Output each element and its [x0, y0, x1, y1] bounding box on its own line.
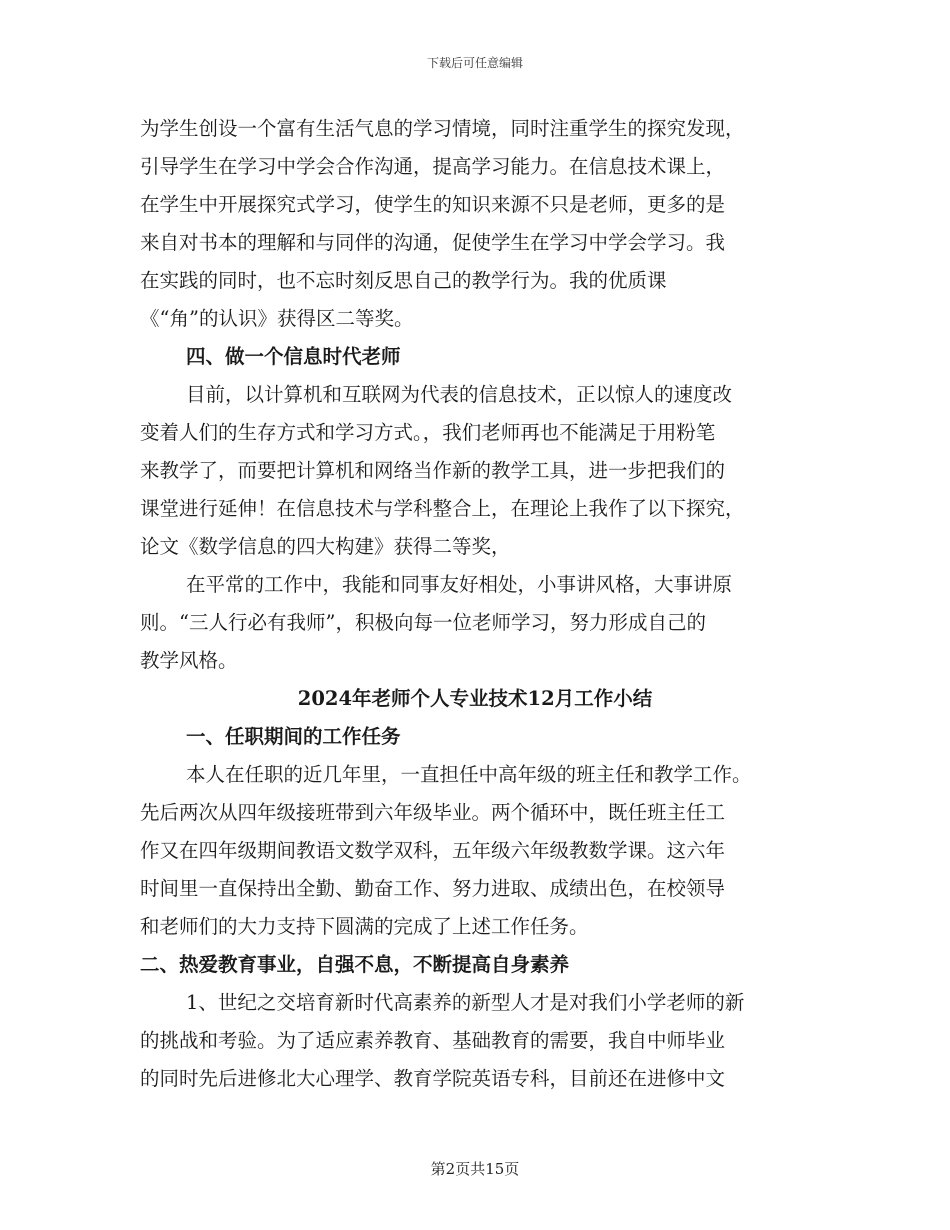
body-line: 的挑战和考验。为了适应素养教育、基础教育的需要，我自中师毕业	[140, 1029, 726, 1052]
paragraph-start: 本人在任职的近几年里，一直担任中高年级的班主任和教学工作。	[186, 763, 752, 786]
body-line: 时间里一直保持出全勤、勤奋工作、努力进取、成绩出色，在校领导	[140, 877, 726, 900]
body-line: 先后两次从四年级接班带到六年级毕业。两个循环中，既任班主任工	[140, 801, 726, 824]
section-heading: 一、任职期间的工作任务	[186, 725, 401, 748]
section-heading: 四、做一个信息时代老师	[186, 345, 401, 368]
paragraph-start: 目前，以计算机和互联网为代表的信息技术，正以惊人的速度改	[186, 383, 733, 406]
page-footer: 第2页共15页	[430, 1160, 520, 1178]
body-line: 则。“三人行必有我师”，积极向每一位老师学习，努力形成自己的	[140, 611, 706, 634]
section-heading: 二、热爱教育事业，自强不息，不断提高自身素养	[140, 953, 570, 976]
body-line: 教学风格。	[140, 649, 238, 672]
body-line: 《“角”的认识》获得区二等奖。	[140, 307, 414, 330]
body-line: 为学生创设一个富有生活气息的学习情境，同时注重学生的探究发现，	[140, 117, 745, 140]
body-line: 作又在四年级期间教语文数学双科，五年级六年级教数学课。这六年	[140, 839, 726, 862]
body-line: 引导学生在学习中学会合作沟通，提高学习能力。在信息技术课上，	[140, 155, 726, 178]
body-line: 和老师们的大力支持下圆满的完成了上述工作任务。	[140, 915, 589, 938]
paragraph-start: 在平常的工作中，我能和同事友好相处，小事讲风格，大事讲原	[186, 573, 733, 596]
body-line: 来教学了，而要把计算机和网络当作新的教学工具，进一步把我们的	[140, 459, 726, 482]
body-line: 的同时先后进修北大心理学、教育学院英语专科，目前还在进修中文	[140, 1067, 726, 1090]
body-line: 变着人们的生存方式和学习方式。，我们老师再也不能满足于用粉笔	[140, 421, 716, 444]
body-line: 在实践的同时，也不忘时刻反思自己的教学行为。我的优质课	[140, 269, 667, 292]
document-body	[140, 110, 810, 1098]
paragraph-start: 1、世纪之交培育新时代高素养的新型人才是对我们小学老师的新	[186, 991, 745, 1014]
body-line: 论文《数学信息的四大构建》获得二等奖，	[140, 535, 511, 558]
body-line: 在学生中开展探究式学习，使学生的知识来源不只是老师，更多的是	[140, 193, 726, 216]
body-line: 来自对书本的理解和与同伴的沟通，促使学生在学习中学会学习。我	[140, 231, 726, 254]
document-title: 2024年老师个人专业技术12月工作小结	[297, 687, 653, 710]
page-header: 下载后可任意编辑	[426, 56, 523, 70]
body-line: 课堂进行延伸！在信息技术与学科整合上，在理论上我作了以下探究，	[140, 497, 745, 520]
